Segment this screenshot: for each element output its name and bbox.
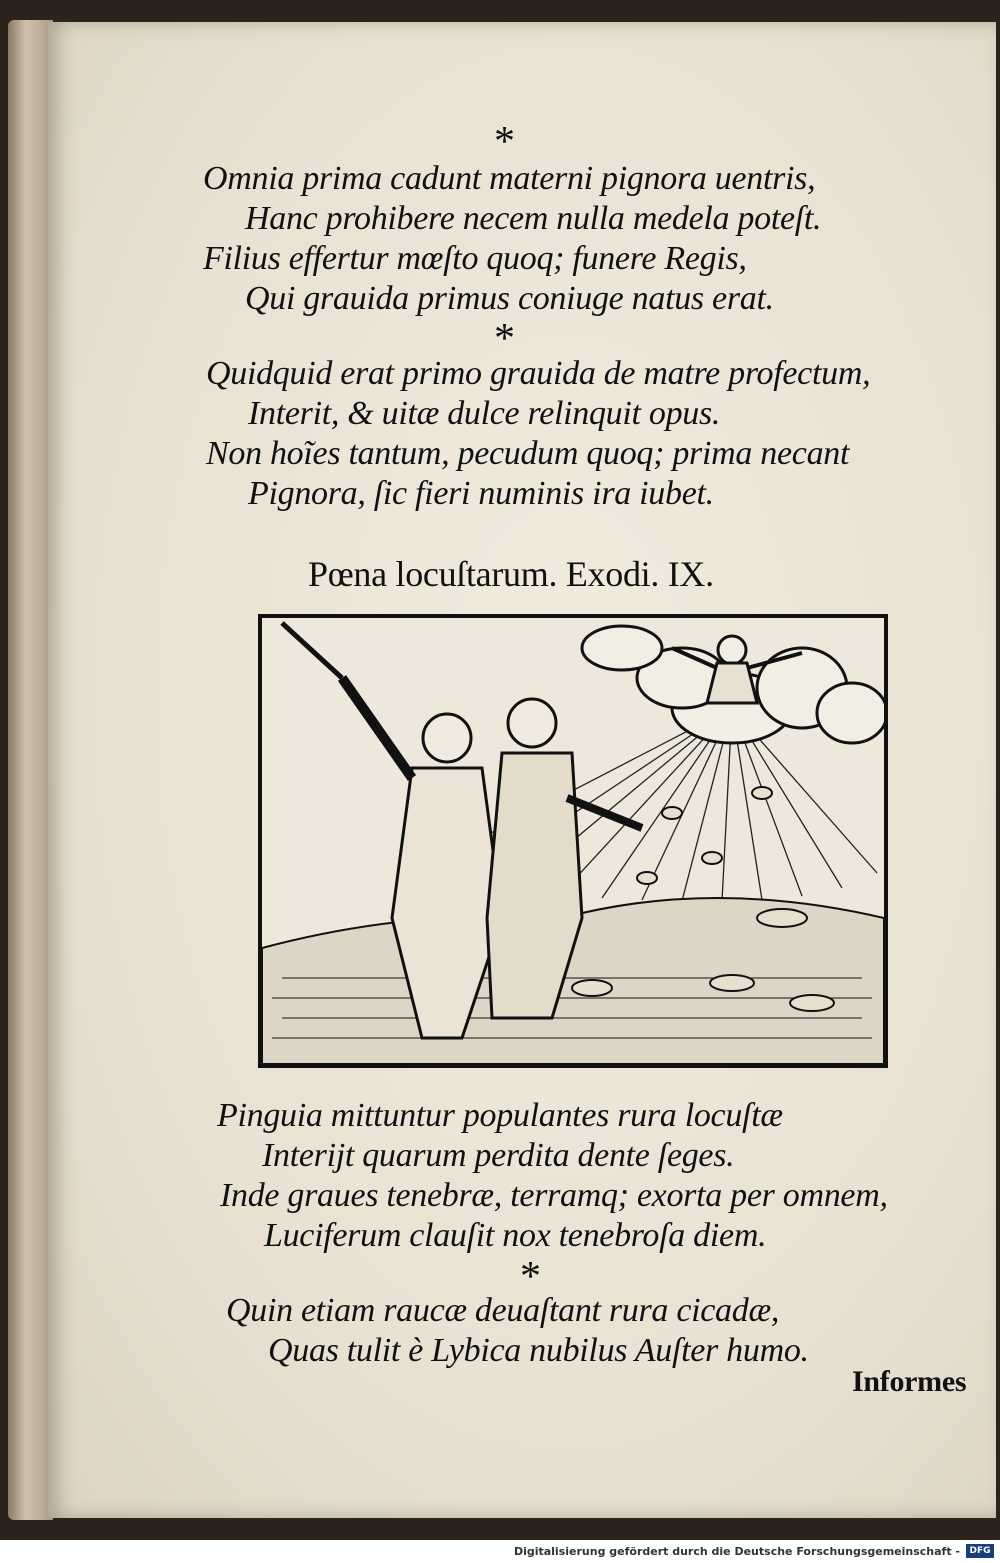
page-edge [8,20,53,1520]
stanza3-line: Inde graues tenebræ, terramq; exorta per omnem, [220,1177,888,1214]
stanza2-line: Non hoĩes tantum, pecudum quoq; prima necant [206,435,850,472]
stanza3-line: Interijt quarum perdita dente ſeges. [262,1137,735,1174]
stanza1-line: Omnia prima cadunt materni pignora uentris, [203,160,816,197]
footer-credit: Digitalisierung gefördert durch die Deutsche Forschungsgemeinschaft - [513,1545,960,1558]
stanza1-line: Filius effertur mœſto quoq; funere Regis, [203,240,747,277]
woodcut-illustration [258,614,888,1068]
stanza2-line: Quidquid erat primo grauida de matre profectum, [206,355,871,392]
stanza3-line: Luciferum clauſit nox tenebroſa diem. [264,1217,767,1254]
stanza3-line: Pinguia mittuntur populantes rura locuſtæ [217,1097,783,1134]
stanza4-line: Quas tulit è Lybica nubilus Auſter humo. [268,1332,809,1369]
stanza4-line: Quin etiam raucæ deuaſtant rura cicadæ, [226,1292,780,1329]
stanza1-line: Hanc prohibere necem nulla medela poteſt. [245,200,822,237]
dfg-logo-icon: DFG [966,1544,994,1558]
catchword: Informes [852,1365,967,1398]
stanza2-line: Interit, & uitæ dulce relinquit opus. [248,395,721,432]
stanza1-line: Qui grauida primus coniuge natus erat. [245,280,774,317]
stanza2-line: Pignora, ſic fieri numinis ira iubet. [248,475,714,512]
separator-star: * [494,316,515,362]
section-heading: Pœna locuſtarum. Exodi. IX. [308,554,714,594]
footer-bar [0,1540,1000,1563]
separator-star: * [494,119,515,165]
separator-star: * [520,1254,541,1300]
